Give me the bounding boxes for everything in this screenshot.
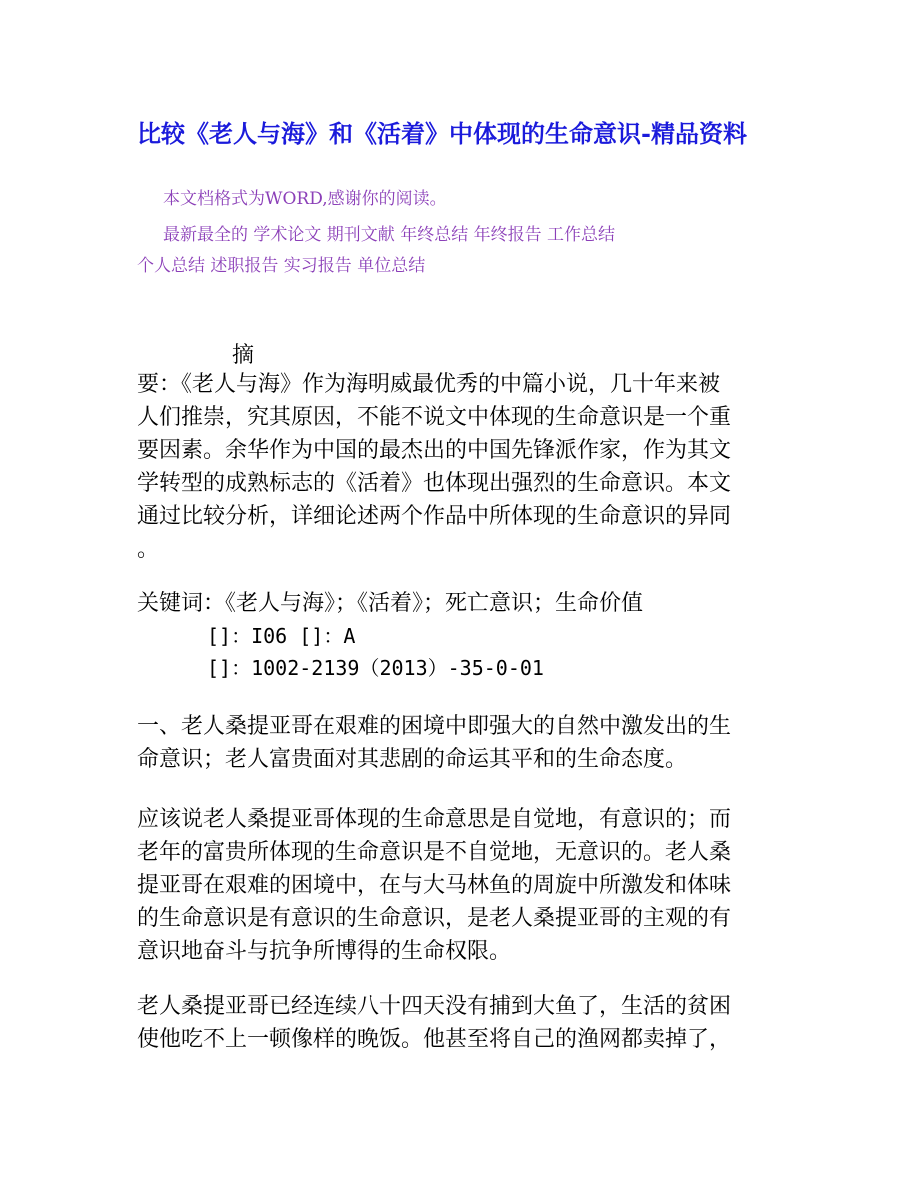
abstract-line: 学转型的成熟标志的《活着》也体现出强烈的生命意识。本文 xyxy=(137,471,732,496)
body-paragraph-2 xyxy=(137,990,797,1056)
section-line: 命意识；老人富贵面对其悲剧的命运其平和的生命态度。 xyxy=(137,747,688,772)
keywords-line: 关键词：《老人与海》；《活着》；死亡意识；生命价值 xyxy=(137,591,644,616)
abstract-line: 要：《老人与海》作为海明威最优秀的中篇小说，几十年来被 xyxy=(137,372,721,397)
issn-line: []：1002-2139（2013）-35-0-01 xyxy=(207,656,544,680)
section-heading-1 xyxy=(137,710,797,776)
paragraph-line: 使他吃不上一顿像样的晚饭。他甚至将自己的渔网都卖掉了， xyxy=(137,1027,732,1052)
notice-line-1: 本文档格式为WORD,感谢你的阅读。 xyxy=(163,189,447,209)
abstract-line: 。 xyxy=(137,537,160,562)
abstract-line: 要因素。余华作为中国的最杰出的中国先锋派作家，作为其文 xyxy=(137,438,732,463)
paragraph-line: 提亚哥在艰难的困境中，在与大马林鱼的周旋中所激发和体味 xyxy=(137,873,732,898)
paragraph-line: 老年的富贵所体现的生命意识是不自觉地，无意识的。老人桑 xyxy=(137,840,732,865)
section-line: 一、老人桑提亚哥在艰难的困境中即强大的自然中激发出的生 xyxy=(137,714,732,739)
paragraph-line: 老人桑提亚哥已经连续八十四天没有捕到大鱼了，生活的贫困 xyxy=(137,994,732,1019)
abstract-heading: 摘 xyxy=(232,343,255,368)
abstract-line: 人们推崇，究其原因，不能不说文中体现的生命意识是一个重 xyxy=(137,405,732,430)
paragraph-line: 意识地奋斗与抗争所博得的生命权限。 xyxy=(137,939,512,964)
classification-line: []：I06 []：A xyxy=(207,624,356,648)
document-title: 比较《老人与海》和《活着》中体现的生命意识-精品资料 xyxy=(137,119,747,148)
body-paragraph-1 xyxy=(137,803,797,968)
abstract-paragraph xyxy=(137,368,797,566)
notice-line-3: 个人总结 述职报告 实习报告 单位总结 xyxy=(137,256,426,276)
paragraph-line: 的生命意识是有意识的生命意识，是老人桑提亚哥的主观的有 xyxy=(137,906,732,931)
notice-line-2: 最新最全的 学术论文 期刊文献 年终总结 年终报告 工作总结 xyxy=(163,225,616,245)
abstract-line: 通过比较分析，详细论述两个作品中所体现的生命意识的异同 xyxy=(137,504,732,529)
paragraph-line: 应该说老人桑提亚哥体现的生命意思是自觉地，有意识的；而 xyxy=(137,807,732,832)
